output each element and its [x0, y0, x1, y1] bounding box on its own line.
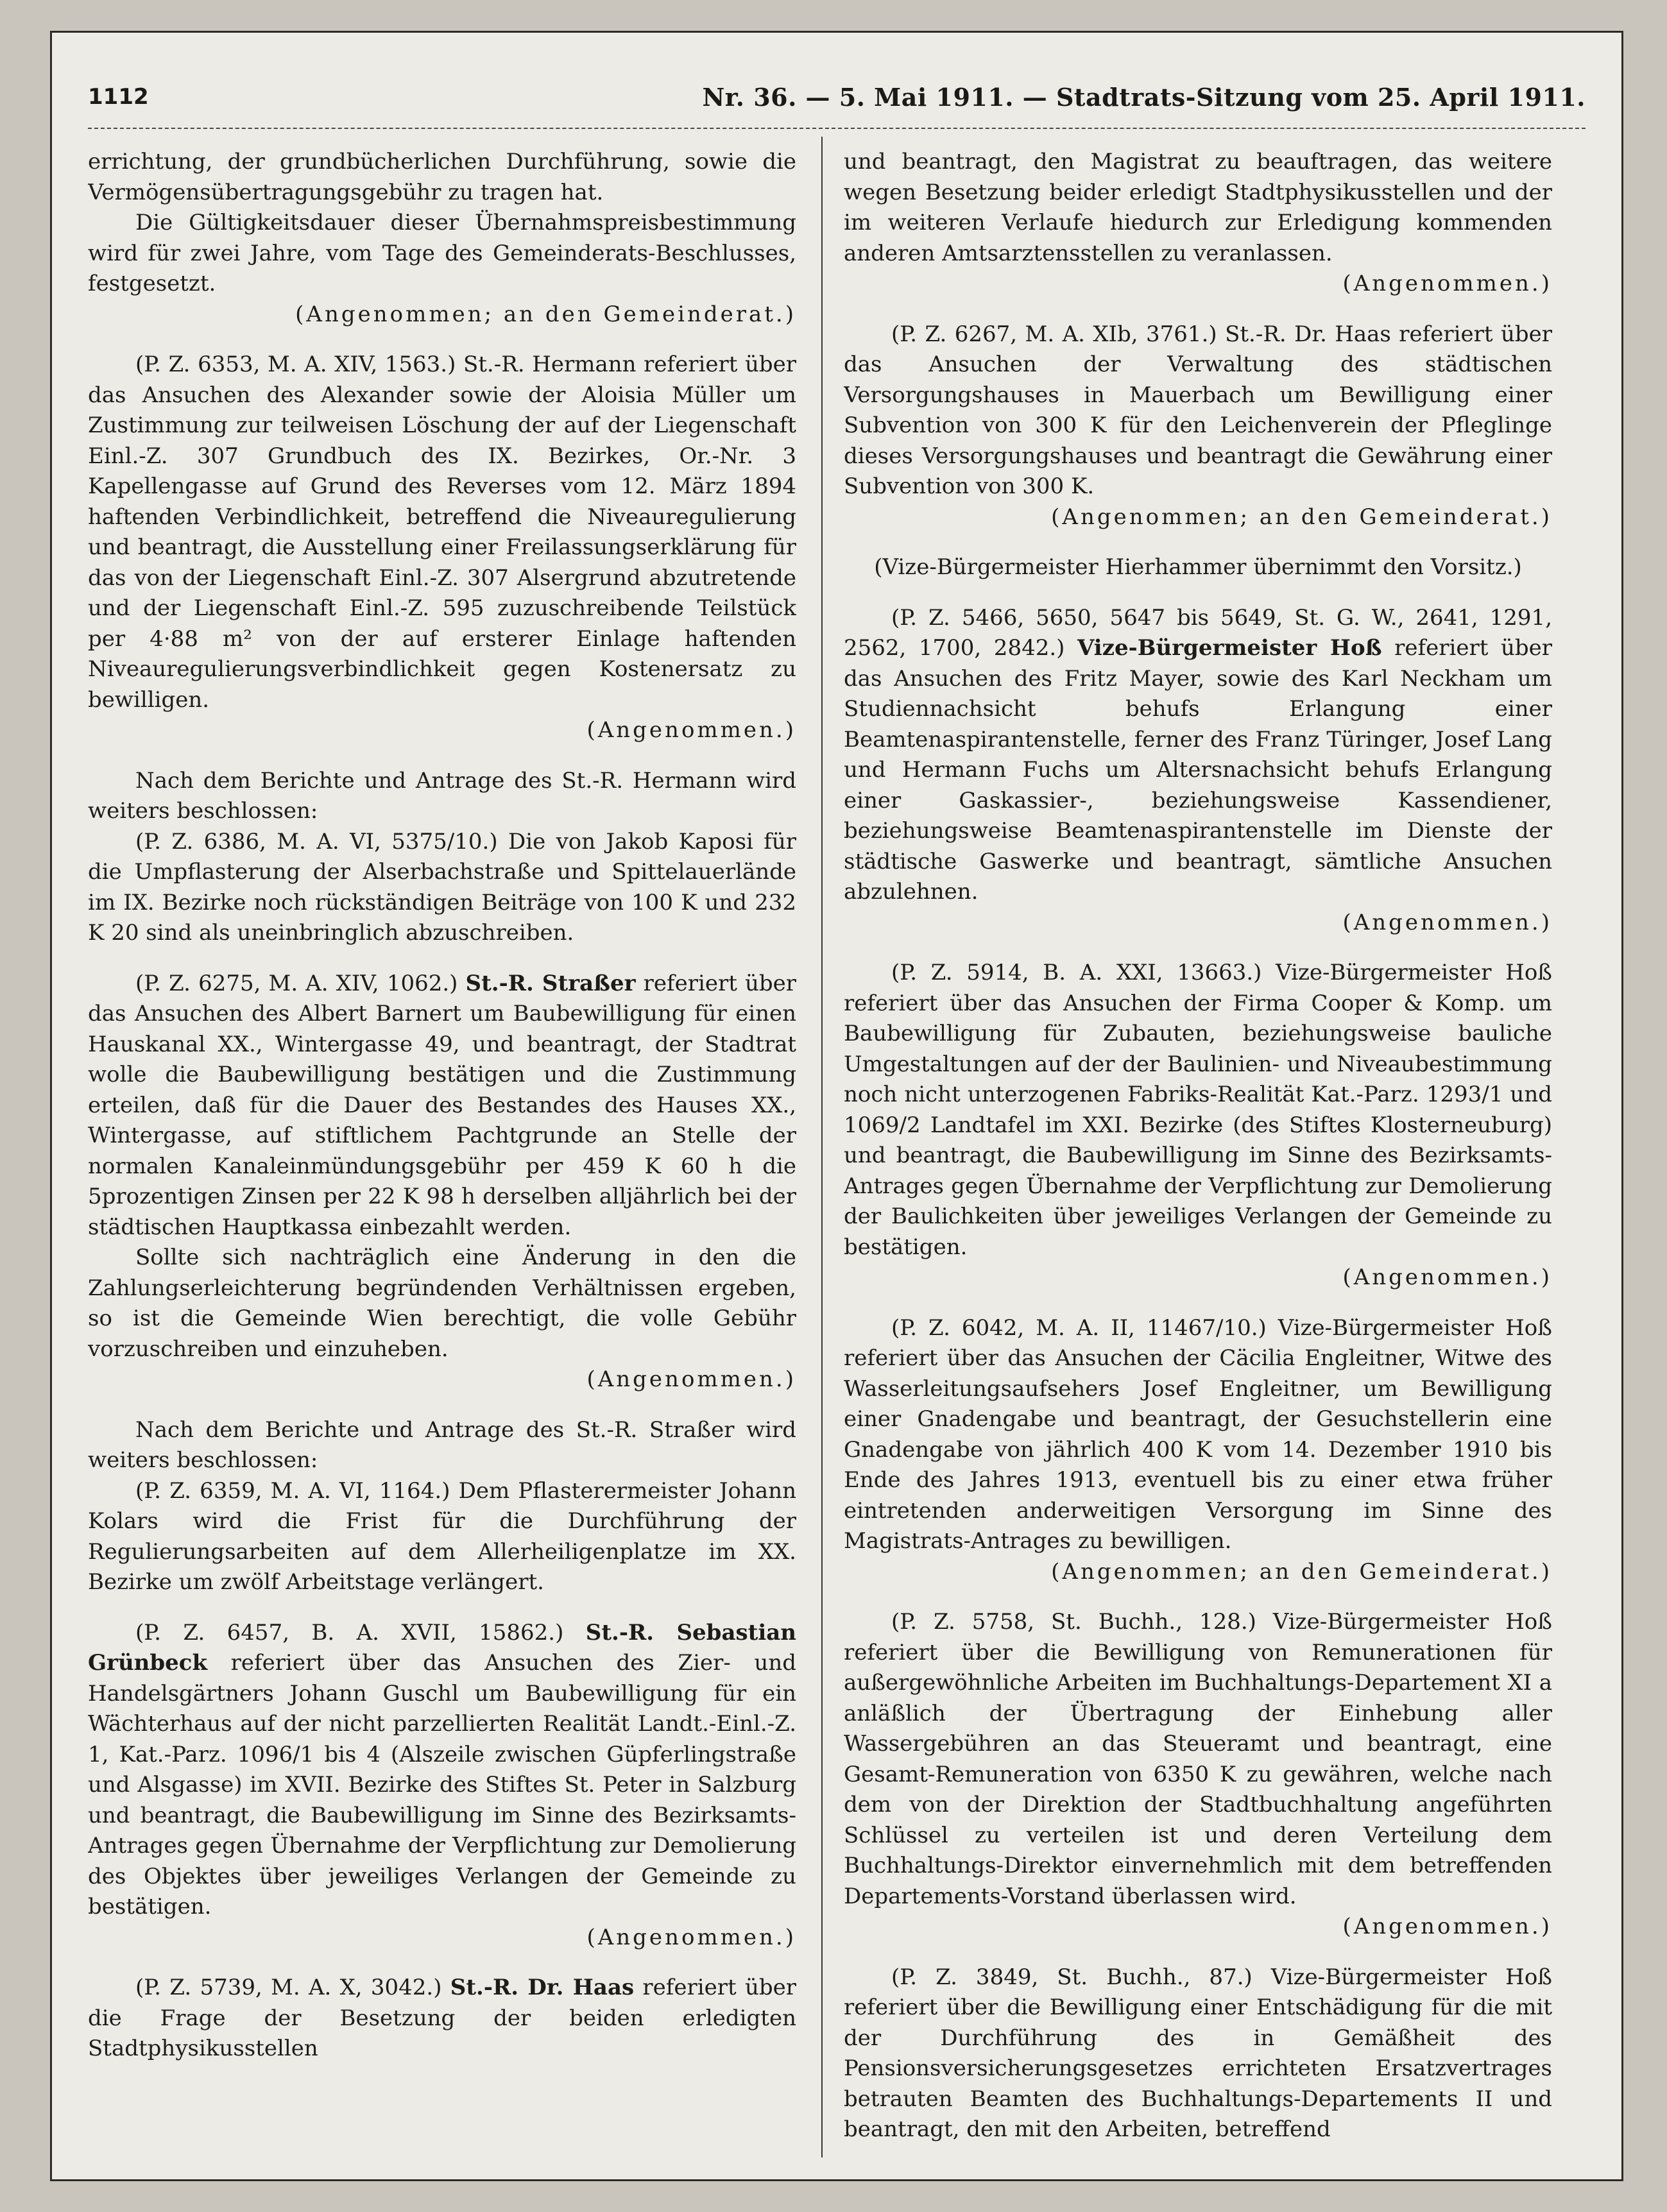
resolution-note: (Angenommen; an den Gemeinderat.): [1051, 504, 1552, 530]
running-head: Nr. 36. — 5. Mai 1911. — Stadtrats-Sitzung vom 25. April 1911.: [702, 82, 1586, 112]
paragraph: [88, 1973, 796, 2064]
resolution-note: (Angenommen.): [1342, 1914, 1552, 1939]
paragraph: [844, 603, 1552, 908]
left-column: [88, 147, 796, 2161]
paragraph: und beantragt, den Magistrat zu beauftragen, das weitere wegen Besetzung beider erledigt Stadtphysikusstellen und der im weiteren Verlaufe hiedurch zur Erledigung kommenden anderen Amtsarztensstellen zu veranlassen.: [844, 149, 1552, 266]
chair-note: (Vize-Bürgermeister Hierhammer übernimmt den Vorsitz.): [874, 554, 1522, 580]
speaker-name: St.-R. Straßer: [465, 970, 636, 996]
reference: (P. Z. 5466, 5650, 5647 bis 5649, St. G. W., 2641, 1291, 2562, 1700, 2842.): [844, 604, 1552, 661]
paragraph: errichtung, der grundbücherlichen Durchführung, sowie die Vermögensübertragungsgebühr zu tragen hat.: [88, 149, 796, 205]
paragraph: Sollte sich nachträglich eine Änderung in den die Zahlungserleichterung begründenden Verhältnissen ergeben, so ist die Gemeinde Wien berechtigt, die volle Gebühr vorzuschreiben und einzuheben.: [88, 1245, 796, 1362]
paragraph: Nach dem Berichte und Antrage des St.-R. Straßer wird weiters beschlossen:: [88, 1417, 796, 1473]
paragraph: (P. Z. 5914, B. A. XXI, 13663.) Vize-Bürgermeister Hoß referiert über das Ansuchen der Firma Cooper & Komp. um Baubewilligung für Zubauten, beziehungsweise bauliche Umgestaltungen auf der der Baulinien- und Niveaubestimmung noch nicht unterzogenen Fabriks-Realität Kat.-Parz. 1293/1 und 1069/2 Landtafel im XXI. Bezirke (des Stiftes Klosterneuburg) und beantragt, die Baubewilligung im Sinne des Bezirksamts-Antrages gegen Übernahme der Verpflichtung zur Demolierung der Baulichkeiten über jeweiliges Verlangen der Gemeinde zu bestätigen.: [844, 960, 1552, 1260]
page-header: [88, 76, 1586, 117]
resolution-note: (Angenommen.): [586, 1924, 796, 1950]
resolution-note: (Angenommen; an den Gemeinderat.): [1051, 1558, 1552, 1585]
paragraph: (P. Z. 6359, M. A. VI, 1164.) Dem Pflasterermeister Johann Kolars wird die Frist für die Durchführung der Regulierungsarbeiten auf dem Allerheiligenplatze im XX. Bezirke um zwölf Arbeitstage verlängert.: [88, 1477, 796, 1595]
column-divider: [821, 137, 823, 2157]
right-column: [844, 147, 1552, 2161]
resolution-note: (Angenommen.): [1342, 271, 1552, 296]
resolution-note: (Angenommen.): [586, 1366, 796, 1392]
speaker-name: Vize-Bürgermeister Hoß: [1077, 635, 1382, 661]
newspaper-page: [50, 31, 1623, 2181]
paragraph: (P. Z. 6267, M. A. XIb, 3761.) St.-R. Dr. Haas referiert über das Ansuchen der Verwaltung des städtischen Versorgungshauses in Mauerbach um Bewilligung einer Subvention von 300 K für den Leichenverein der Pfleglinge dieses Versorgungshauses und beantragt die Gewährung einer Subvention von 300 K.: [844, 321, 1552, 499]
paragraph-text: referiert über das Ansuchen des Albert Barnert um Baubewilligung für einen Hauskanal XX., Wintergasse 49, und beantragt, der Stadtrat wolle die Baubewilligung bestätigen und die Zustimmung erteilen, daß für die Dauer des Bestandes des Hauses XX., Wintergasse, auf stiftlichem Pachtgrunde an Stelle der normalen Kanaleinmündungsgebühr per 459 K 60 h die 5prozentigen Zinsen per 22 K 98 h derselben alljährlich bei der städtischen Hauptkassa einbezahlt werden.: [88, 970, 796, 1240]
resolution-note: (Angenommen.): [586, 717, 796, 743]
paragraph: (P. Z. 6353, M. A. XIV, 1563.) St.-R. Hermann referiert über das Ansuchen des Alexander sowie der Aloisia Müller um Zustimmung zur teilweisen Löschung der auf der Liegenschaft Einl.-Z. 307 Grundbuch des IX. Bezirkes, Or.-Nr. 3 Kapellengasse auf Grund des Reverses vom 12. März 1894 haftenden Verbindlichkeit, betreffend die Niveauregulierung und beantragt, die Ausstellung einer Freilassungserklärung für das von der Liegenschaft Einl.-Z. 307 Alsergrund abzutretende und der Liegenschaft Einl.-Z. 595 zuzuschreibende Teilstück per 4·88 m² von der auf ersterer Einlage haftenden Niveauregulierungsverbindlichkeit gegen Kostenersatz zu bewilligen.: [88, 352, 796, 713]
paragraph-text: referiert über das Ansuchen des Zier- und Handelsgärtners Johann Guschl um Baubewilligung für ein Wächterhaus auf der nicht parzellierten Realität Landt.-Einl.-Z. 1, Kat.-Parz. 1096/1 bis 4 (Alszeile zwischen Güpferlingstraße und Alsgasse) im XVII. Bezirke des Stiftes St. Peter in Salzburg und beantragt, die Baubewilligung im Sinne des Bezirksamts-Antrages gegen Übernahme der Verpflichtung zur Demolierung des Objektes über jeweiliges Verlangen der Gemeinde zu bestätigen.: [88, 1650, 796, 1919]
paragraph: (P. Z. 5758, St. Buchh., 128.) Vize-Bürgermeister Hoß referiert über die Bewilligung von Remunerationen für außergewöhnliche Arbeiten im Buchhaltungs-Departement XI a anläßlich der Übertragung der Einhebung aller Wassergebühren an das Steueramt und beantragt, eine Gesamt-Remuneration von 6350 K zu gewähren, welche nach dem von der Direktion der Stadtbuchhaltung angeführten Schlüssel zu verteilen ist und deren Verteilung dem Buchhaltungs-Direktor einvernehmlich mit dem betreffenden Departements-Vorstand überlassen wird.: [844, 1609, 1552, 1909]
paragraph: (P. Z. 6042, M. A. II, 11467/10.) Vize-Bürgermeister Hoß referiert über das Ansuchen der Cäcilia Engleitner, Witwe des Wasserleitungsaufsehers Josef Engleitner, um Bewilligung einer Gnadengabe und beantragt, der Gesuchstellerin eine Gnadengabe von jährlich 400 K vom 14. Dezember 1910 bis Ende des Jahres 1913, eventuell bis zu einer etwa früher eintretenden anderweitigen Versorgung im Sinne des Magistrats-Antrages zu bewilligen.: [844, 1314, 1552, 1554]
resolution-note: (Angenommen; an den Gemeinderat.): [295, 301, 796, 327]
paragraph: Die Gültigkeitsdauer dieser Übernahmspreisbestimmung wird für zwei Jahre, vom Tage des Gemeinderats-Beschlusses, festgesetzt.: [88, 210, 796, 296]
paragraph: [88, 969, 796, 1243]
resolution-note: (Angenommen.): [1342, 909, 1552, 935]
reference: (P. Z. 6457, B. A. XVII, 15862.): [135, 1619, 586, 1646]
paragraph: [88, 1618, 796, 1923]
paragraph-text: referiert über das Ansuchen des Fritz Mayer, sowie des Karl Neckham um Studiennachsicht behufs Erlangung einer Beamtenaspirantenstelle, ferner des Franz Türinger, Josef Lang und Hermann Fuchs um Altersnachsicht behufs Erlangung einer Gaskassier-, beziehungsweise Kassendiener, beziehungsweise Beamtenaspirantenstelle im Dienste der städtische Gaswerke und beantragt, sämtliche Ansuchen abzulehnen.: [844, 635, 1552, 905]
paragraph: (P. Z. 6386, M. A. VI, 5375/10.) Die von Jakob Kaposi für die Umpflasterung der Alserbachstraße und Spittelauerlände im IX. Bezirke noch rückständigen Beiträge von 100 K und 232 K 20 sind als uneinbringlich abzuschreiben.: [88, 828, 796, 946]
resolution-note: (Angenommen.): [1342, 1264, 1552, 1290]
speaker-name: St.-R. Dr. Haas: [450, 1975, 635, 2000]
reference: (P. Z. 6275, M. A. XIV, 1062.): [135, 970, 466, 996]
paragraph-text: referiert über die Frage der Besetzung der beiden erledigten Stadtphysikusstellen: [88, 1975, 796, 2061]
page-number: 1112: [88, 84, 149, 110]
header-rule: [88, 128, 1586, 129]
reference: (P. Z. 5739, M. A. X, 3042.): [135, 1975, 450, 2000]
paragraph: Nach dem Berichte und Antrage des St.-R. Hermann wird weiters beschlossen:: [88, 767, 796, 824]
paragraph: (P. Z. 3849, St. Buchh., 87.) Vize-Bürgermeister Hoß referiert über die Bewilligung einer Entschädigung für die mit der Durchführung des in Gemäßheit des Pensionsversicherungsgesetzes errichteten Ersatzvertrages betrauten Beamten des Buchhaltungs-Departements II und beantragt, den mit den Arbeiten, betreffend: [844, 1964, 1552, 2142]
speaker-name: St.-R. Sebastian Grünbeck: [88, 1619, 796, 1676]
